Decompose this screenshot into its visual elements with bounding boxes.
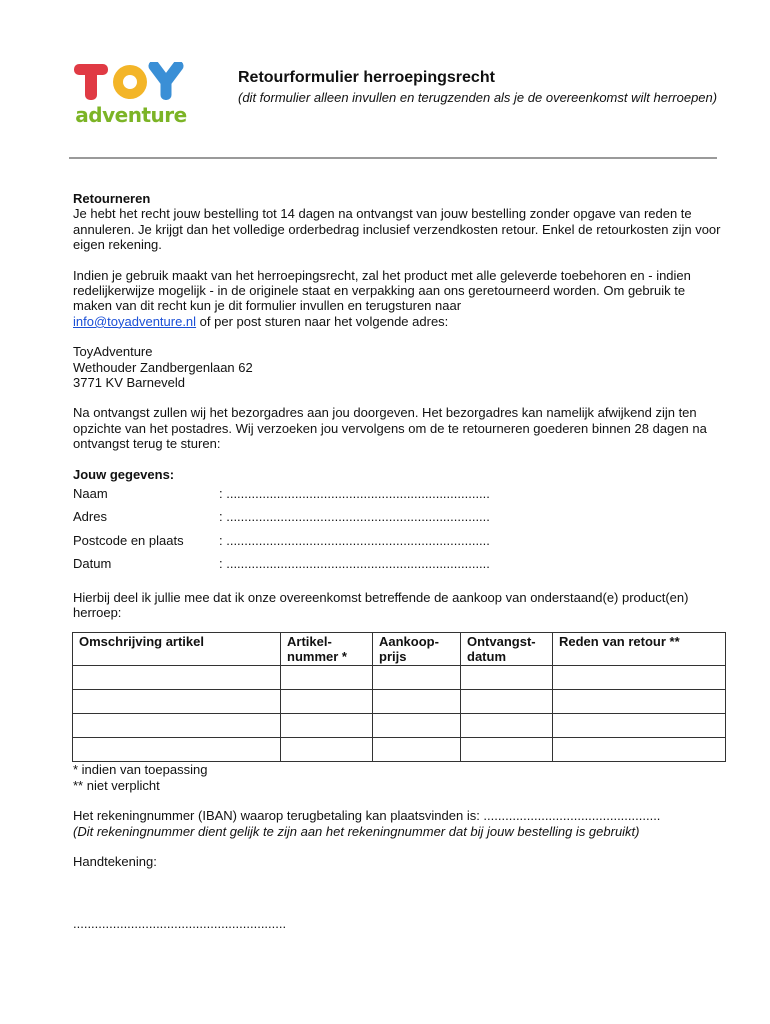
signature-line[interactable]: ........................................................... — [73, 915, 287, 931]
col-header-description: Omschrijving artikel — [73, 633, 281, 666]
details-fields — [73, 482, 723, 576]
table-cell[interactable] — [73, 714, 281, 738]
declaration-text: Hierbij deel ik jullie mee dat ik onze overeenkomst betreffende de aankoop van onderstaand(e) product(en) herroep: — [73, 589, 689, 621]
signature-label: Handtekening: — [73, 854, 157, 870]
table-cell[interactable] — [73, 666, 281, 690]
page-title: Retourformulier herroepingsrecht — [238, 69, 495, 86]
col-header-return-reason: Reden van retour ** — [553, 633, 726, 666]
field-fill-line[interactable]: : ......................................................................... — [219, 509, 490, 525]
table-cell[interactable] — [461, 690, 553, 714]
col-header-receipt-date: Ontvangst- datum — [461, 633, 553, 666]
table-cell[interactable] — [461, 714, 553, 738]
table-cell[interactable] — [373, 666, 461, 690]
table-cell[interactable] — [281, 666, 373, 690]
toy-letters-graphic — [72, 62, 190, 104]
table-cell[interactable] — [73, 690, 281, 714]
table-cell[interactable] — [553, 666, 726, 690]
field-name — [73, 482, 723, 505]
col-header-article-number: Artikel- nummer * — [281, 633, 373, 666]
form-body — [73, 191, 723, 931]
field-label: Datum — [73, 556, 112, 572]
field-label: Postcode en plaats — [73, 532, 184, 548]
table-cell[interactable] — [373, 690, 461, 714]
field-date — [73, 552, 723, 575]
table-cell[interactable] — [553, 714, 726, 738]
table-cell[interactable] — [281, 738, 373, 762]
address-line: Wethouder Zandbergenlaan 62 — [73, 359, 253, 375]
section-heading: Retourneren — [73, 191, 151, 206]
field-label: Naam — [73, 486, 108, 502]
table-cell[interactable] — [553, 690, 726, 714]
iban-line[interactable]: Het rekeningnummer (IBAN) waarop terugbetaling kan plaatsvinden is: ................................................. — [73, 808, 661, 824]
iban-section — [73, 808, 723, 839]
table-cell[interactable] — [461, 666, 553, 690]
field-postcode — [73, 529, 723, 552]
table-row — [73, 714, 726, 738]
col-header-purchase-price: Aankoop- prijs — [373, 633, 461, 666]
details-heading: Jouw gegevens: — [73, 466, 175, 482]
table-row — [73, 666, 726, 690]
table-cell[interactable] — [553, 738, 726, 762]
table-cell[interactable] — [281, 690, 373, 714]
delivery-paragraph: Na ontvangst zullen wij het bezorgadres aan jou doorgeven. Het bezorgadres kan namelijk afwijkend zijn ten opzichte van het postadres. Wij verzoeken jou vervolgens om de te retourneren goederen binnen 28 dagen na ontvangst terug te sturen: — [73, 405, 707, 452]
table-cell[interactable] — [73, 738, 281, 762]
footnote: ** niet verplicht — [73, 777, 160, 793]
header — [238, 68, 718, 106]
iban-note: (Dit rekeningnummer dient gelijk te zijn aan het rekeningnummer dat bij jouw bestelling is gebruikt) — [73, 823, 640, 839]
footnote: * indien van toepassing — [73, 762, 208, 778]
address-line: ToyAdventure — [73, 344, 153, 360]
field-label: Adres — [73, 509, 107, 525]
table-row — [73, 738, 726, 762]
page-subtitle: (dit formulier alleen invullen en terugzenden als je de overeenkomst wilt herroepen) — [238, 90, 718, 105]
field-address — [73, 505, 723, 528]
table-row — [73, 690, 726, 714]
table-cell[interactable] — [461, 738, 553, 762]
table-cell[interactable] — [281, 714, 373, 738]
instructions-paragraph: Indien je gebruik maakt van het herroepingsrecht, zal het product met alle geleverde toebehoren en - indien redelijkerwijze mogelijk - in de originele staat en verpakking aan ons geretourneerd worden. Om gebruik te maken van dit recht kun je dit formulier invullen en terugsturen naar — [73, 267, 691, 314]
header-divider — [69, 157, 717, 159]
toy-adventure-logo — [72, 62, 192, 128]
return-address — [73, 344, 723, 390]
address-line: 3771 KV Barneveld — [73, 375, 186, 391]
footnotes — [73, 762, 723, 793]
field-fill-line[interactable]: : ......................................................................... — [219, 486, 490, 502]
table-cell[interactable] — [373, 738, 461, 762]
field-fill-line[interactable]: : ......................................................................... — [219, 532, 490, 548]
table-header-row — [73, 633, 726, 666]
email-link[interactable]: info@toyadventure.nl — [73, 313, 197, 329]
instructions-tail: of per post sturen naar het volgende adres: — [196, 313, 449, 329]
return-items-table — [72, 632, 726, 762]
table-cell[interactable] — [373, 714, 461, 738]
field-fill-line[interactable]: : ......................................................................... — [219, 556, 490, 572]
intro-paragraph: Je hebt het recht jouw bestelling tot 14 dagen na ontvangst van jouw bestelling zonder opgave van reden te annuleren. Je krijgt dan het volledige orderbedrag inclusief verzendkosten retour. Enkel de retourkosten zijn voor eigen rekening. — [73, 206, 721, 253]
logo-word: adventure — [75, 103, 187, 127]
